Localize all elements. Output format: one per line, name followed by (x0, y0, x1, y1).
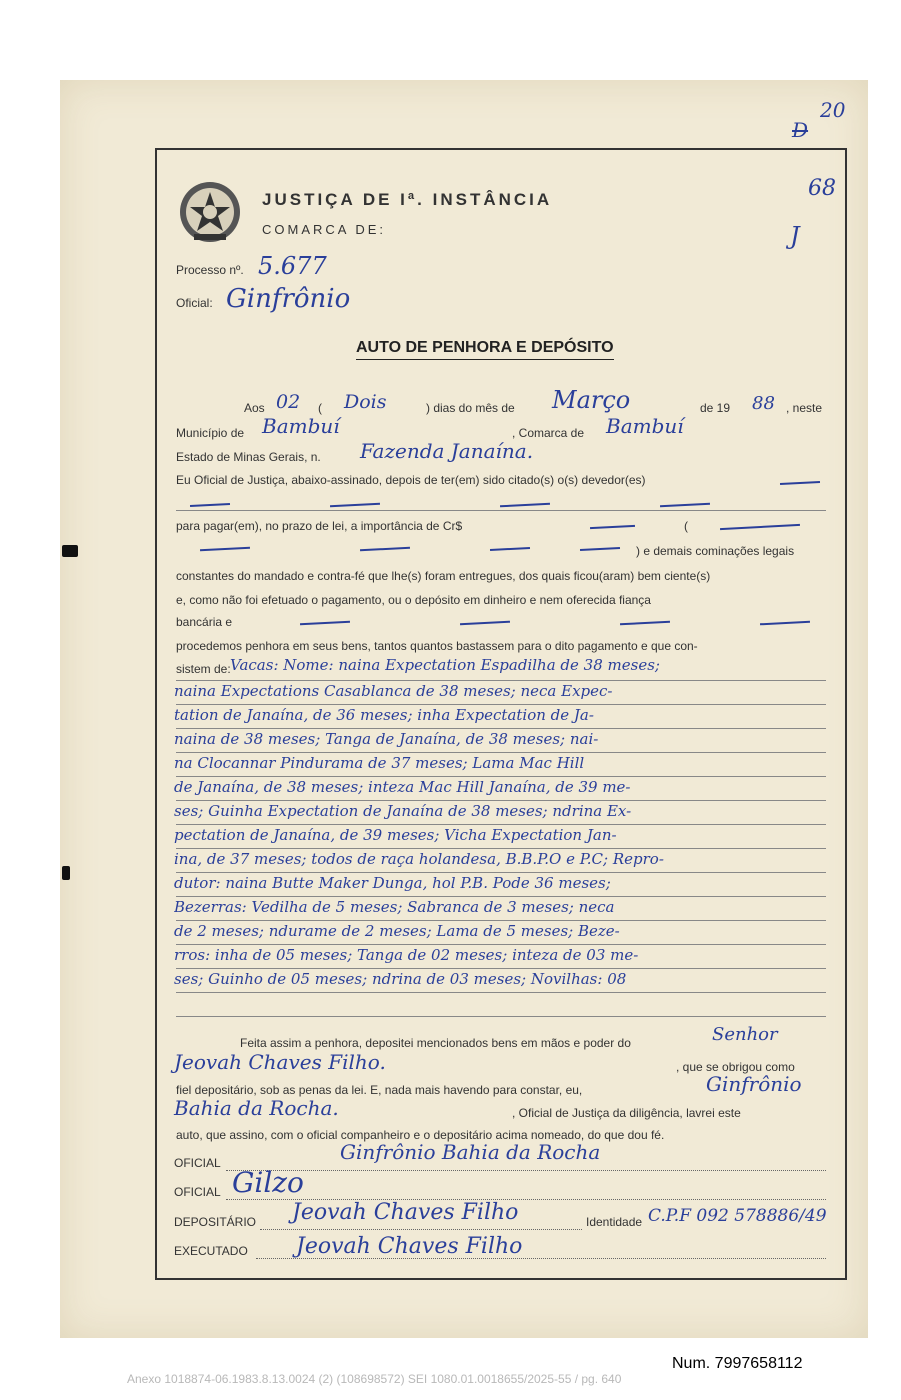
rule-line (176, 800, 826, 801)
oficial2-signature-label: OFICIAL (174, 1185, 221, 1199)
obrigou-label: , que se obrigou como (676, 1060, 795, 1074)
rule-line (176, 776, 826, 777)
day-value: 02 (276, 391, 301, 413)
handwritten-line: de Janaína, de 38 meses; inteza Mac Hill Janaína, de 39 me- (174, 778, 631, 796)
rule-line (176, 920, 826, 921)
month-value: Março (552, 386, 631, 414)
handwritten-line: ses; Guinha Expectation de Janaína de 38 meses; ndrina Ex- (174, 802, 632, 820)
oficial-signature: Ginfrônio Bahia da Rocha (340, 1140, 601, 1164)
depositario-name: Jeovah Chaves Filho. (174, 1050, 386, 1074)
consistem-line: sistem de: (176, 662, 231, 676)
constantes-line: constantes do mandado e contra-fé que lhe(s) foram entregues, dos quais ficou(aram) bem ciente(s) (176, 569, 711, 583)
document-title: AUTO DE PENHORA E DEPÓSITO (356, 339, 614, 360)
estado-label: Estado de Minas Gerais, n. (176, 450, 321, 464)
officer-first: Ginfrônio (706, 1072, 802, 1096)
rule-line (176, 510, 826, 511)
paren-open-2: ( (684, 519, 688, 533)
official-label: Oficial: (176, 296, 213, 310)
depositario-signature: Jeovah Chaves Filho (292, 1200, 519, 1225)
rule-line (176, 872, 826, 873)
officer-rest: Bahia da Rocha. (174, 1096, 339, 1120)
year-label: de 19 (700, 401, 731, 415)
rule-line (176, 848, 826, 849)
pagar-line: para pagar(em), no prazo de lei, a importância de Cr$ (176, 519, 463, 533)
depositario-signature-label: DEPOSITÁRIO (174, 1215, 257, 1229)
handwritten-line: dutor: naina Butte Maker Dunga, hol P.B. Pode 36 meses; (174, 874, 611, 892)
document-number: Num. 7997658112 (672, 1355, 803, 1372)
depositario-title: Senhor (712, 1024, 778, 1045)
process-label: Processo nº. (176, 263, 244, 277)
page-number-mark: 20 (820, 98, 846, 122)
rule-line (176, 896, 826, 897)
signature-line (260, 1229, 582, 1230)
como-line: e, como não foi efetuado o pagamento, ou o depósito em dinheiro e nem oferecida fiança (176, 593, 651, 607)
oficial-signature-label: OFICIAL (174, 1156, 221, 1170)
neste-label: , neste (786, 401, 823, 415)
comarca-field-label: , Comarca de (512, 426, 585, 440)
comarca-label: COMARCA DE: (262, 222, 387, 237)
executado-signature-label: EXECUTADO (174, 1244, 248, 1258)
fiel-line: fiel depositário, sob as penas da lei. E, nada mais havendo para constar, eu, (176, 1083, 583, 1097)
feita-line: Feita assim a penhora, depositei mencionados bens em mãos e poder do (240, 1036, 631, 1050)
handwritten-line: tation de Janaína, de 36 meses; inha Expectation de Ja- (174, 706, 594, 724)
process-number: 5.677 (258, 252, 327, 280)
crossed-mark: D (792, 118, 809, 142)
punch-mark (62, 866, 70, 880)
handwritten-line: Vacas: Nome: naina Expectation Espadilha de 38 meses; (230, 656, 660, 674)
oficial2-signature: Gilzo (232, 1166, 304, 1199)
rule-line (176, 752, 826, 753)
executado-signature: Jeovah Chaves Filho (296, 1234, 523, 1259)
official-name: Ginfrônio (226, 284, 351, 314)
local-value: Fazenda Janaína. (360, 439, 534, 463)
folio-mark: 68 (808, 176, 836, 201)
handwritten-line: pectation de Janaína, de 39 meses; Vicha Expectation Jan- (174, 826, 617, 844)
bancaria-line: bancária e (176, 615, 233, 629)
cominacoes-line: ) e demais cominações legais (636, 544, 795, 558)
procedemos-line: procedemos penhora em seus bens, tantos quantos bastassem para o dito pagamento e que con- (176, 639, 698, 653)
handwritten-line: na Clocannar Pindurama de 37 meses; Lama Mac Hill (174, 754, 585, 772)
oficial-line: Eu Oficial de Justiça, abaixo-assinado, depois de ter(em) sido citado(s) o(s) devedor(es) (176, 473, 646, 487)
rule-line (176, 824, 826, 825)
comarca-value: Bambuí (606, 414, 684, 438)
aos-label: Aos (244, 401, 265, 415)
coat-of-arms-icon (178, 180, 242, 244)
handwritten-line: ses; Guinho de 05 meses; ndrina de 03 meses; Novilhas: 08 (174, 970, 627, 988)
rule-line (176, 728, 826, 729)
rule-line (176, 992, 826, 993)
handwritten-line: de 2 meses; ndurame de 2 meses; Lama de 5 meses; Beze- (174, 922, 620, 940)
rule-line (176, 704, 826, 705)
handwritten-line: naina Expectations Casablanca de 38 meses; neca Expec- (174, 682, 613, 700)
footer-stamp: Anexo 1018874-06.1983.8.13.0024 (2) (108698572) SEI 1080.01.0018655/2025-55 / pg. 640 (127, 1372, 622, 1386)
handwritten-line: rros: inha de 05 meses; Tanga de 02 meses; inteza de 03 me- (174, 946, 639, 964)
paren-open: ( (318, 401, 322, 415)
handwritten-line: ina, de 37 meses; todos de raça holandesa, B.B.P.O e P.C; Repro- (174, 850, 664, 868)
oficial-diligencia: , Oficial de Justiça da diligência, lavrei este (512, 1106, 741, 1120)
rule-line (176, 680, 826, 681)
court-title: JUSTIÇA DE Iª. INSTÂNCIA (262, 190, 553, 209)
signature-line (226, 1170, 826, 1171)
initial-mark: J (790, 222, 800, 250)
rule-line (176, 944, 826, 945)
handwritten-line: naina de 38 meses; Tanga de Janaína, de 38 meses; nai- (174, 730, 599, 748)
municipio-label: Município de (176, 426, 245, 440)
rule-line (176, 968, 826, 969)
handwritten-line: Bezerras: Vedilha de 5 meses; Sabranca de 3 meses; neca (174, 898, 615, 916)
dias-label: ) dias do mês de (426, 401, 515, 415)
identidade-label: Identidade (586, 1215, 643, 1229)
year-value: 88 (752, 393, 775, 414)
day-words: Dois (344, 391, 387, 413)
municipio-value: Bambuí (262, 414, 340, 438)
identidade-value: C.P.F 092 578886/49 (648, 1206, 827, 1226)
punch-mark (62, 545, 78, 557)
auto-line: auto, que assino, com o oficial companheiro e o depositário acima nomeado, do que dou fé. (176, 1128, 665, 1142)
rule-line (176, 1016, 826, 1017)
